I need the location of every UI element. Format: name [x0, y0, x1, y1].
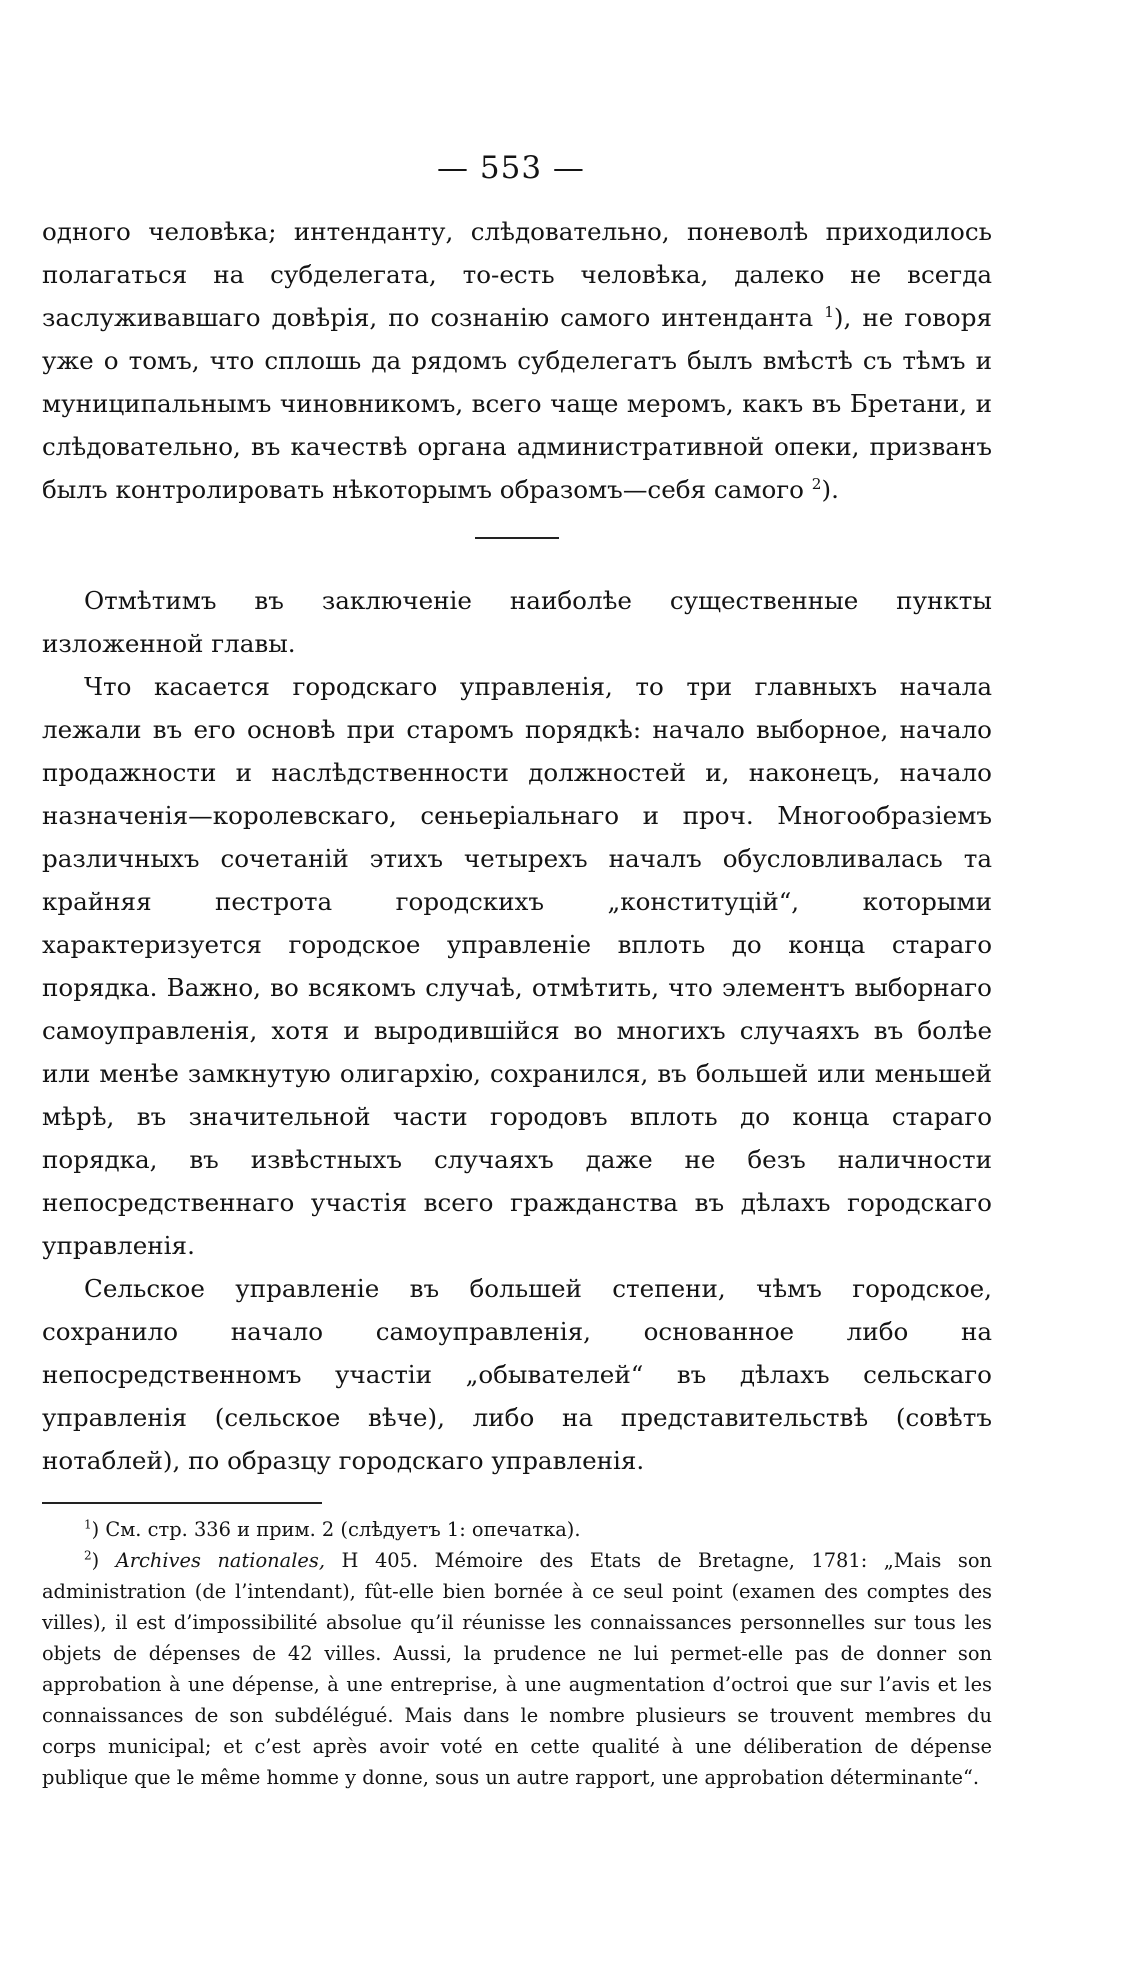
paragraph-continuation [42, 210, 992, 511]
paragraph-text: одного человѣка; интенданту, слѣдовательно, поневолѣ приходилось полагаться на субделегата, то-есть человѣка, далеко не всегда заслуживавшаго довѣрія, по сознанію самого интенданта [42, 217, 992, 332]
footnote-source: Archives nationales, [115, 1549, 326, 1572]
footnote-open: ) [91, 1549, 116, 1572]
footnote-divider [42, 1502, 322, 1504]
footnote-text: ) См. стр. 336 и прим. 2 (слѣдуетъ 1: опечатка). [91, 1518, 581, 1541]
paragraph-text: ), не говоря уже о томъ, что сплошь да рядомъ субделегатъ былъ вмѣстѣ съ тѣмъ и муниципальнымъ чиновникомъ, всего чаще меромъ, какъ въ Бретани, и слѣдовательно, въ качествѣ органа административной опеки, призванъ былъ контролировать нѣкоторымъ образомъ—себя самого [42, 303, 992, 504]
page-number: — 553 — [437, 150, 585, 186]
paragraph-city-government: Что касается городскаго управленія, то три главныхъ начала лежали въ его основѣ при старомъ порядкѣ: начало выборное, начало продажности и наслѣдственности должностей и, наконецъ, начало назначенія—королевскаго, сеньеріальнаго и проч. Многообразіемъ различныхъ сочетаній этихъ четырехъ началъ обусловливалась та крайняя пестрота городскихъ „конституцій“, которыми характеризуется городское управленіе вплоть до конца стараго порядка. Важно, во всякомъ случаѣ, отмѣтить, что элементъ выборнаго самоуправленія, хотя и выродившійся во многихъ случаяхъ въ болѣе или менѣе замкнутую олигархію, сохранился, въ большей или меньшей мѣрѣ, въ значительной части городовъ вплоть до конца стараго порядка, въ извѣстныхъ случаяхъ даже не безъ наличности непосредственнаго участія всего гражданства въ дѣлахъ городскаго управленія. [42, 672, 992, 1260]
footnote-2 [42, 1545, 992, 1793]
footnote-marker: 1 [84, 1517, 92, 1532]
footnotes [42, 1514, 992, 1793]
footnote-reference-2: 2 [811, 474, 822, 493]
footnote-1 [42, 1514, 992, 1545]
footnote-text: H 405. Mémoire des Etats de Bretagne, 1781: „Mais son administration (de l’intendant), fût-elle bien bornée à ce seul point (examen des comptes des villes), il est d’impossibilité absolue qu’il réunisse les connaissances personnelles sur tous les objets de dépenses de 42 villes. Aussi, la prudence ne lui permet-elle pas de donner son approbation à une dépense, à une entreprise, à une augmentation d’octroi que sur l’avis et les connaissances de son subdélégué. Mais dans le nombre plusieurs se trouvent membres du corps municipal; et c’est après avoir voté en cette qualité à une déliberation de dépense publique que le même homme y donne, sous un autre rapport, une approbation déterminante“. [42, 1549, 992, 1789]
section-divider [475, 537, 559, 539]
paragraph-rural-government: Сельское управленіе въ большей степени, чѣмъ городское, сохранило начало самоуправленія, основанное либо на непосредственномъ участіи „обывателей“ въ дѣлахъ сельскаго управленія (сельское вѣче), либо на представительствѣ (совѣтъ нотаблей), по образцу городскаго управленія. [42, 1274, 992, 1475]
footnote-marker: 2 [84, 1548, 92, 1563]
footnote-reference-1: 1 [824, 302, 834, 321]
book-page [42, 150, 992, 1793]
paragraph-text: ). [821, 475, 839, 504]
paragraph-summary-intro: Отмѣтимъ въ заключеніе наиболѣе существенные пункты изложенной главы. [42, 586, 992, 658]
